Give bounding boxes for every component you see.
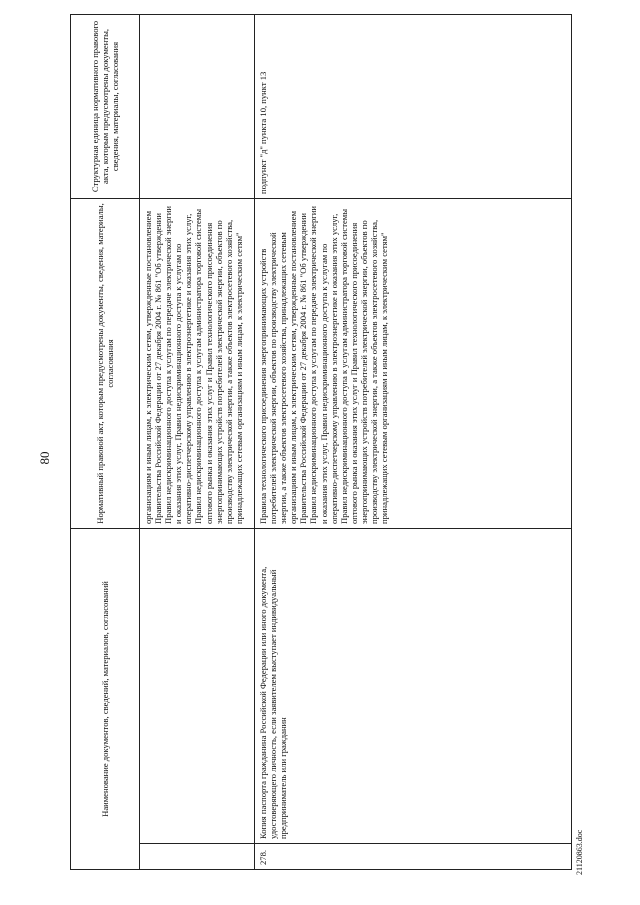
cell-act-continuation: организациям и иным лицам, к электрическим сетям, утвержденные постановлением Правительства Российской Федерации от 27 декабря 2004 г. № 861 "Об утверждении Правил недискриминационного доступа к услугам по передаче электрической энергии и оказания этих услуг, Правил недискриминационного доступа к услугам по оперативно-диспетчерскому управлению в электроэнергетике и оказания этих услуг, Правил недискриминационного доступа к услугам администратора торговой системы оптового рынка и оказания этих услуг и Правил технологического присоединения энергопринимающих устройств потребителей электрической энергии, объектов по производству электрической энергии, а также объектов электросетевого хозяйства, принадлежащих сетевым организациям и иным лицам, к электрическим сетям" xyxy=(140,199,255,529)
table-header-row xyxy=(71,15,140,870)
table-row xyxy=(255,15,572,870)
cell-number: 278. xyxy=(255,844,572,870)
cell-document-name: Копия паспорта гражданина Российской Федерации или иного документа, удостоверяющего личность, если заявителем выступает индивидуальный предприниматель или гражданин xyxy=(255,529,572,844)
footer-filename: 21120863.doc xyxy=(575,829,584,875)
header-act: Нормативный правовой акт, которым предусмотрены документы, сведения, материалы, согласования xyxy=(71,199,140,529)
table-row-continuation xyxy=(140,15,255,870)
page-number: 80 xyxy=(37,451,52,465)
cell-act: Правила технологического присоединения энергопринимающих устройств потребителей электрической энергии, объектов по производству электрической энергии, а также объектов электросетевого хозяйства, принадлежащих сетевым организациям и иным лицам, к электрическим сетям, утвержденные постановлением Правительства Российской Федерации от 27 декабря 2004 г. № 861 "Об утверждении Правил недискриминационного доступа к услугам по передаче электрической энергии и оказания этих услуг, Правил недискриминационного доступа к услугам по оперативно-диспетчерскому управлению в электроэнергетике и оказания этих услуг, Правил недискриминационного доступа к услугам администратора торговой системы оптового рынка и оказания этих услуг и Правил технологического присоединения энергопринимающих устройств потребителей электрической энергии, объектов по производству электрической энергии, а также объектов электросетевого хозяйства, принадлежащих сетевым организациям и иным лицам, к электрическим сетям" xyxy=(255,199,572,529)
rotated-page-content xyxy=(70,15,585,870)
cell-name-empty xyxy=(140,529,255,844)
cell-unit: подпункт "д" пункта 10, пункт 13 xyxy=(255,15,572,199)
documents-table xyxy=(70,14,572,870)
header-unit: Структурная единица нормативного правового акта, которым предусмотрены документы, сведения, материалы, согласования xyxy=(71,15,140,199)
header-name: Наименование документов, сведений, материалов, согласований xyxy=(71,529,140,870)
cell-number-empty xyxy=(140,844,255,870)
cell-unit-empty xyxy=(140,15,255,199)
